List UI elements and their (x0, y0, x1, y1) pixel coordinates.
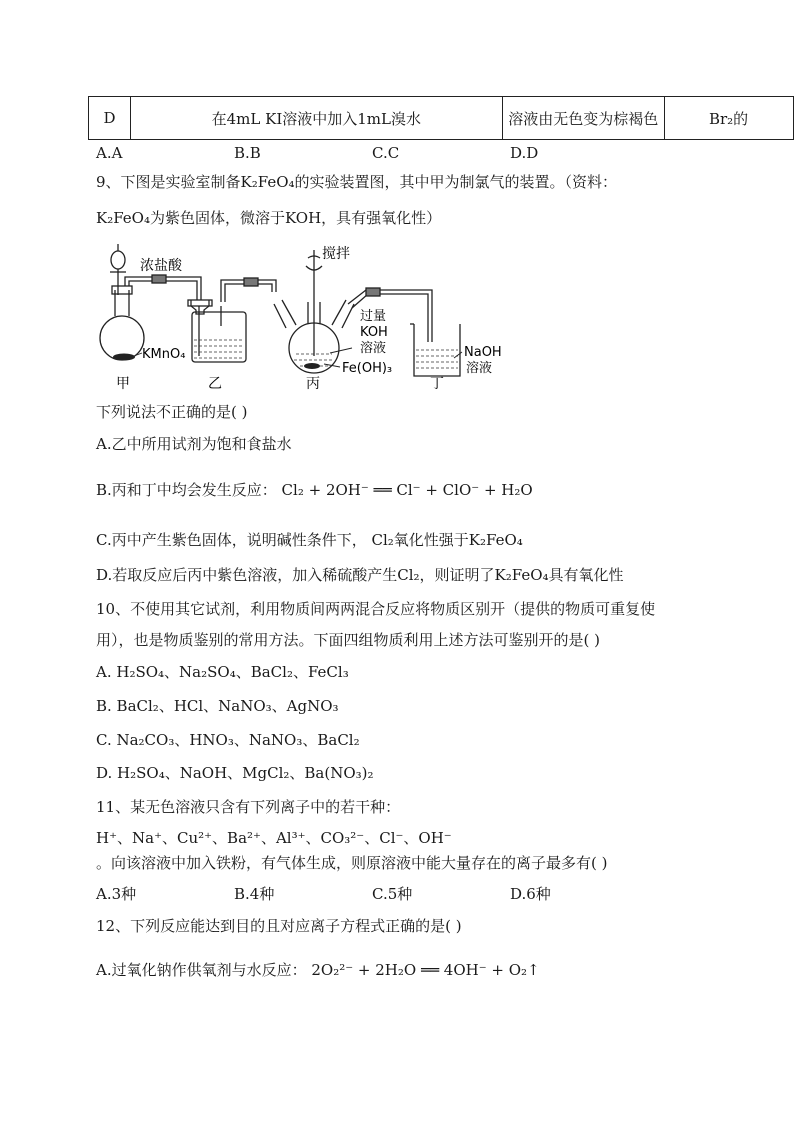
q8-option-b: B.B (234, 144, 261, 162)
q9-stem-line2: K₂FeO₄为紫色固体，微溶于KOH，具有强氧化性） (96, 209, 442, 227)
label-jia: 甲 (116, 376, 130, 392)
q11-option-d: D.6种 (510, 885, 551, 903)
label-ding: 丁 (430, 376, 444, 392)
label-kmno4: KMnO₄ (142, 347, 186, 362)
q10-stem-line2: 用），也是物质鉴别的常用方法。下面四组物质利用上述方法可鉴别开的是( ) (96, 631, 600, 649)
q11-stem-line3: 。向该溶液中加入铁粉，有气体生成，则原溶液中能大量存在的离子最多有( ) (96, 854, 608, 872)
q12-option-a: A.过氧化钠作供氧剂与水反应： 2O₂²⁻ + 2H₂O ══ 4OH⁻ + O₂↑ (96, 961, 540, 979)
q8-option-a: A.A (96, 144, 123, 162)
q8-option-d: D.D (510, 144, 539, 162)
q10-option-b: B. BaCl₂、HCl、NaNO₃、AgNO₃ (96, 697, 339, 715)
q9-option-a: A.乙中所用试剂为饱和食盐水 (96, 435, 292, 453)
label-naoh-2: 溶液 (466, 361, 493, 376)
q11-stem-line1: 11、某无色溶液只含有下列离子中的若干种： (96, 798, 401, 816)
q8-option-c: C.C (372, 144, 400, 162)
q11-option-a: A.3种 (96, 885, 137, 903)
q11-option-c: C.5种 (372, 885, 413, 903)
q10-option-c: C. Na₂CO₃、HNO₃、NaNO₃、BaCl₂ (96, 731, 360, 749)
label-koh-3: 溶液 (360, 341, 387, 356)
q10-option-a: A. H₂SO₄、Na₂SO₄、BaCl₂、FeCl₃ (96, 663, 349, 681)
label-koh-2: KOH (360, 325, 388, 340)
table-row (89, 97, 794, 140)
q11-option-b: B.4种 (234, 885, 275, 903)
q9-question: 下列说法不正确的是( ) (96, 403, 248, 421)
label-naoh-1: NaOH (464, 345, 502, 360)
table-cell-observation: 溶液由无色变为棕褐色 (502, 97, 664, 140)
table-cell-conclusion: Br₂的 (664, 97, 793, 140)
q11-ions: H⁺、Na⁺、Cu²⁺、Ba²⁺、Al³⁺、CO₃²⁻、Cl⁻、OH⁻ (96, 829, 452, 847)
apparatus-diagram (96, 240, 516, 400)
q12-stem: 12、下列反应能达到目的且对应离子方程式正确的是( ) (96, 917, 462, 935)
q9-option-c: C.丙中产生紫色固体，说明碱性条件下， Cl₂氧化性强于K₂FeO₄ (96, 531, 523, 549)
label-concentrated-hcl: 浓盐酸 (140, 258, 182, 274)
q9-option-d: D.若取反应后丙中紫色溶液，加入稀硫酸产生Cl₂，则证明了K₂FeO₄具有氧化性 (96, 566, 624, 584)
label-koh-1: 过量 (360, 309, 387, 324)
table-cell-option: D (89, 97, 131, 140)
q9-option-b: B.丙和丁中均会发生反应： Cl₂ + 2OH⁻ ══ Cl⁻ + ClO⁻ + H₂O (96, 481, 533, 499)
table-cell-procedure: 在4mL KI溶液中加入1mL溴水 (131, 97, 502, 140)
label-bing: 丙 (306, 376, 320, 392)
label-yi: 乙 (208, 376, 222, 392)
q10-option-d: D. H₂SO₄、NaOH、MgCl₂、Ba(NO₃)₂ (96, 764, 374, 782)
q10-stem-line1: 10、不使用其它试剂，利用物质间两两混合反应将物质区别开（提供的物质可重复使 (96, 600, 656, 618)
label-stir: 搅拌 (322, 246, 350, 262)
answer-table (88, 96, 794, 140)
q9-stem-line1: 9、下图是实验室制备K₂FeO₄的实验装置图，其中甲为制氯气的装置。（资料： (96, 173, 618, 191)
label-feoh3: Fe(OH)₃ (342, 361, 393, 376)
